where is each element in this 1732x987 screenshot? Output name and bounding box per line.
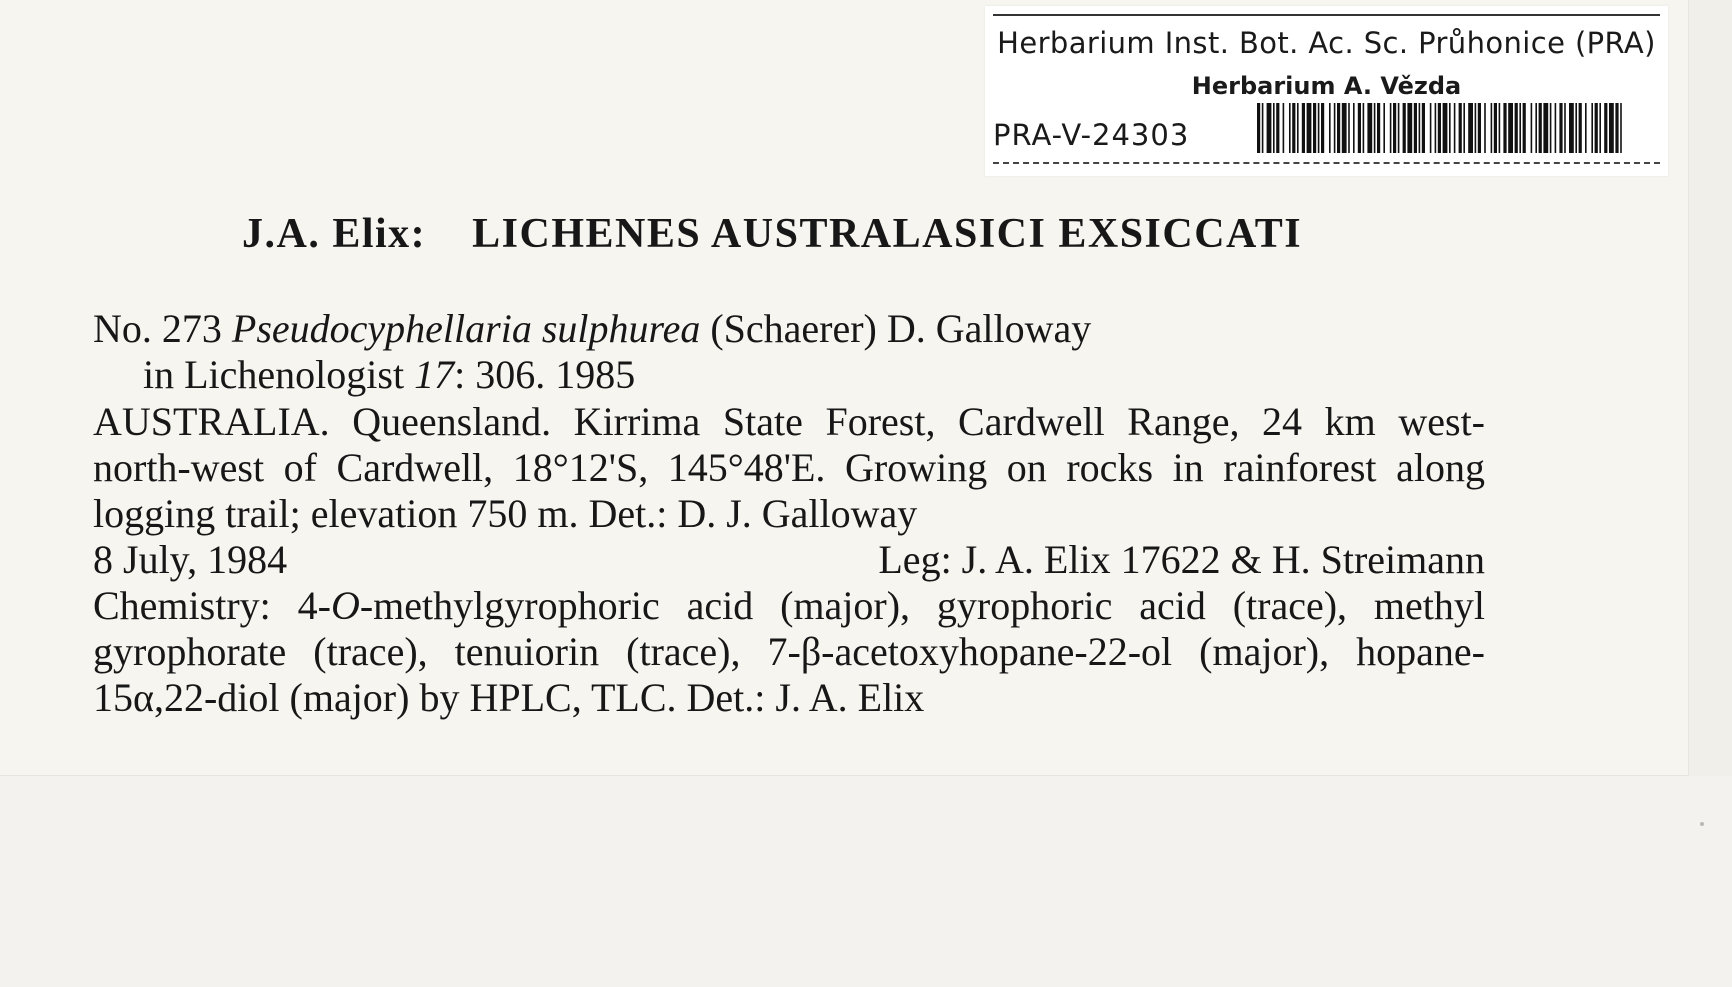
barcode-bar [1342,103,1347,153]
barcode-bar [1531,103,1533,153]
barcode-bar [1297,103,1299,153]
barcode-bar [1292,103,1295,153]
barcode-bar [1604,103,1607,153]
barcode-bar [1515,103,1518,153]
citation-volume: 17 [414,352,455,397]
sticker-dashed-rule [993,162,1660,164]
barcode-bar [1491,103,1493,153]
barcode-bar [1414,103,1417,153]
barcode-bar [1383,103,1385,153]
barcode-bar [1449,103,1451,153]
series-heading [242,210,1302,258]
barcode-bar [1555,103,1557,153]
specimen-barcode [1255,103,1625,153]
herbarium-sticker [985,6,1668,176]
barcode-bar [1591,103,1593,153]
chemistry-italic-o: O [330,583,360,628]
citation-prefix: in Lichenologist [143,352,405,397]
barcode-bar [1302,103,1305,153]
barcode-bar [1348,103,1350,153]
barcode-bar [1575,103,1577,153]
barcode-bar [1579,103,1582,153]
barcode-bar [1334,103,1336,153]
barcode-bar [1321,103,1324,153]
date-collector-line [93,537,1485,583]
barcode-bar [1353,103,1355,153]
barcode-bar [1390,103,1392,153]
barcode-bar [1422,103,1425,153]
barcode-bar [1539,103,1542,153]
barcode-bar [1358,103,1361,153]
locality-line-3: logging trail; elevation 750 m. Det.: D. J. Galloway [93,491,918,536]
barcode-bar [1535,103,1537,153]
barcode-bar [1273,103,1275,153]
heading-author: J.A. Elix: [242,211,427,257]
barcode-bar [1459,103,1462,153]
barcode-bar [1615,103,1618,153]
chemistry-line-2: gyrophorate (trace), tenuiorin (trace), 7-β-acetoxyhopane-22-ol (major), hopane- [93,629,1485,674]
barcode-bar [1454,103,1456,153]
barcode-bar [1559,103,1562,153]
chemistry-line-1 [93,583,1485,629]
barcode-bar [1523,103,1526,153]
barcode-bar [1262,103,1264,153]
barcode-bar [1478,103,1481,153]
locality-line-2: north-west of Cardwell, 18°12'S, 145°48'E. Growing on rocks in rainforest along [93,445,1485,490]
barcode-bar [1276,103,1279,153]
barcode-bar [1430,103,1432,153]
chemistry-line-3: 15α,22-diol (major) by HPLC, TLC. Det.: J. A. Elix [93,675,925,720]
barcode-bar [1569,103,1574,153]
barcode-bar [1564,103,1566,153]
barcode-bar [1398,103,1400,153]
barcode-bar [1503,103,1506,153]
barcode-bar [1329,103,1331,153]
chemistry-prefix: Chemistry: 4- [93,583,331,628]
barcode-bar [1438,103,1441,153]
barcode-bar [1407,103,1412,153]
barcode-bar [1267,103,1272,153]
barcode-bar [1257,103,1260,153]
barcode-bar [1499,103,1501,153]
label-taxon-line [93,306,1091,352]
barcode-bar [1463,103,1465,153]
sticker-institution: Herbarium Inst. Bot. Ac. Sc. Průhonice (PRA) [997,26,1656,60]
lower-card [0,776,1732,987]
paper-speck [1700,822,1704,826]
exsiccata-number: No. 273 [93,306,222,351]
barcode-bar [1318,103,1320,153]
barcode-bar [1595,103,1598,153]
barcode-bar [1543,103,1548,153]
barcode-bar [1599,103,1601,153]
barcode-bar [1377,103,1380,153]
barcode-bar [1435,103,1437,153]
barcode-bar [1289,103,1291,153]
chemistry-line1-rest: -methylgyrophoric acid (major), gyrophoric acid (trace), methyl [359,583,1486,628]
barcode-bar [1494,103,1497,153]
barcode-bar [1403,103,1406,153]
barcode-bar [1307,103,1312,153]
sticker-collection: Herbarium A. Vězda [1191,72,1462,100]
barcode-bar [1519,103,1521,153]
barcode-bar [1484,103,1486,153]
locality-line-1: AUSTRALIA. Queensland. Kirrima State Forest, Cardwell Range, 24 km west- [93,399,1485,444]
barcode-bar [1363,103,1365,153]
heading-series: LICHENES AUSTRALASICI EXSICCATI [472,211,1303,257]
specimen-id: PRA-V-24303 [993,118,1190,152]
barcode-bar [1337,103,1340,153]
taxon-authority: (Schaerer) D. Galloway [710,306,1092,351]
barcode-bar [1393,103,1396,153]
barcode-bar [1585,103,1587,153]
sticker-top-rule [993,14,1660,16]
barcode-bar [1550,103,1552,153]
barcode-bar [1367,103,1372,153]
barcode-bar [1313,103,1316,153]
label-citation-line [143,352,635,398]
barcode-bar [1508,103,1513,153]
barcode-bar [1283,103,1285,153]
citation-rest: : 306. 1985 [454,352,636,397]
barcode-bar [1419,103,1421,153]
barcode-bar [1609,103,1614,153]
barcode-bar [1620,103,1622,153]
barcode-bar [1443,103,1448,153]
taxon-name: Pseudocyphellaria sulphurea [231,306,701,351]
barcode-bar [1374,103,1376,153]
barcode-bar [1468,103,1473,153]
collectors: Leg: J. A. Elix 17622 & H. Streimann [878,537,1485,582]
barcode-bar [1475,103,1477,153]
collection-date: 8 July, 1984 [93,537,288,582]
